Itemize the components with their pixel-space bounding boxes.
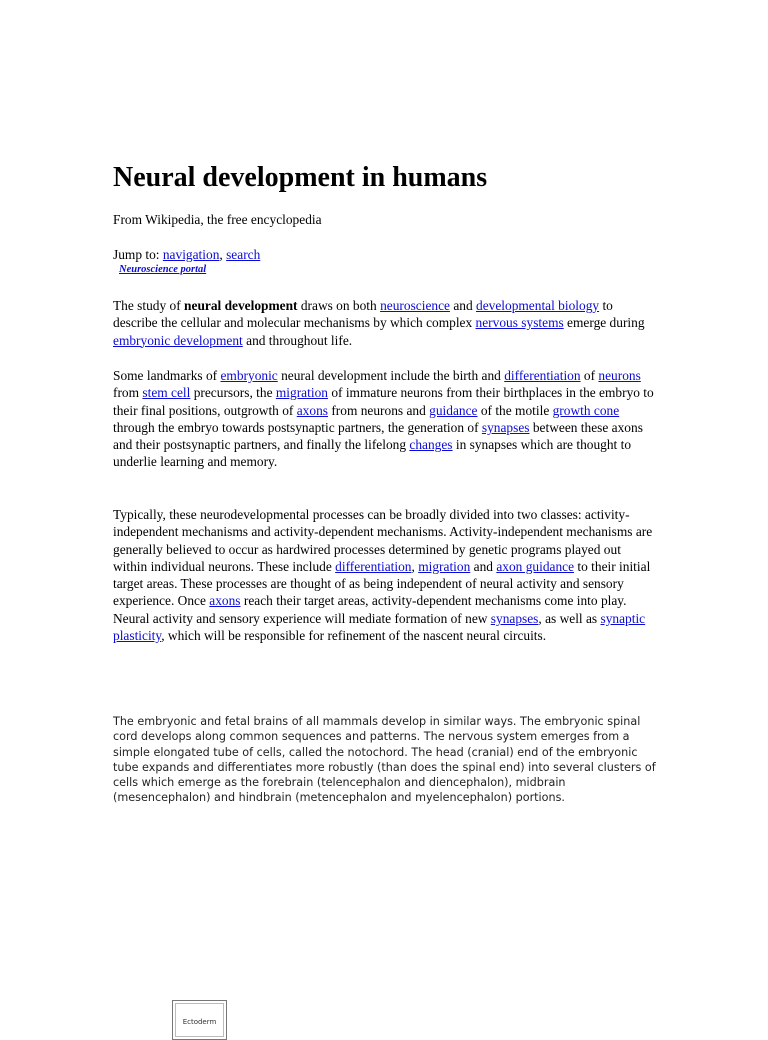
paragraph-landmarks: [113, 367, 658, 471]
bold-term: neural development: [184, 298, 298, 313]
paragraph-embryonic-brains: The embryonic and fetal brains of all mammals develop in similar ways. The embryonic spinal cord develops along common sequences and patterns. The nervous system emerges from a simple elongated tube of cells, called the notochord. The head (cranial) end of the embryonic tube expands and differentiates more robustly (than does the spinal end) into several clusters of cells which emerge as the forebrain (telencephalon and diencephalon), midbrain (mesencephalon) and hindbrain (metencephalon and myelencephalon) portions.: [113, 715, 656, 805]
text: emerge during: [563, 315, 645, 331]
text: and throughout life.: [242, 332, 353, 348]
differentiation-link[interactable]: differentiation: [504, 368, 581, 383]
embryonic-link[interactable]: embryonic: [220, 368, 278, 383]
stem-cell-link[interactable]: stem cell: [142, 385, 191, 401]
text: ,: [411, 558, 419, 574]
search-link[interactable]: search: [226, 247, 261, 262]
text: from neurons and: [327, 402, 430, 418]
synapses-link[interactable]: synapses: [490, 610, 539, 626]
ectoderm-figure: [172, 1000, 227, 1040]
ectoderm-label: Ectoderm: [182, 1018, 217, 1026]
nervous-systems-link[interactable]: nervous systems: [475, 315, 564, 331]
growth-cone-link[interactable]: growth cone: [552, 402, 620, 418]
text: Some landmarks of: [113, 368, 221, 383]
guidance-link[interactable]: guidance: [429, 402, 478, 418]
text: between these axons and their postsynaptic partners, and finally the lifelong: [113, 419, 643, 453]
jump-separator: ,: [219, 247, 227, 262]
neurons-link[interactable]: neurons: [598, 368, 641, 383]
synapses-link[interactable]: synapses: [481, 419, 530, 435]
neuroscience-portal-link[interactable]: Neuroscience portal: [119, 264, 207, 275]
text: to describe the cellular and molecular mechanisms by which complex: [113, 298, 613, 331]
text: , which will be responsible for refinement of the nascent neural circuits.: [161, 628, 547, 644]
text: , as well as: [538, 610, 601, 626]
navigation-link[interactable]: navigation: [162, 247, 220, 262]
axons-link[interactable]: axons: [209, 593, 241, 609]
text: of the motile: [477, 402, 553, 418]
embryonic-development-link[interactable]: embryonic development: [113, 332, 243, 348]
differentiation-link[interactable]: differentiation: [335, 558, 412, 574]
text: from: [113, 385, 143, 401]
text: neural development include the birth and: [277, 368, 505, 383]
text: Typically, these neurodevelopmental processes can be broadly divided into two classes: activity-independent mechanisms and activity-dependent mechanisms. Activity-independent mechanisms are generally believed to occur as hardwired processes determined by genetic programs played out within individual neurons. These include: [113, 507, 653, 574]
axon-guidance-link[interactable]: axon guidance: [496, 558, 575, 574]
text: and: [470, 558, 497, 574]
neuroscience-link[interactable]: neuroscience: [380, 298, 450, 313]
changes-link[interactable]: changes: [409, 437, 453, 453]
migration-link[interactable]: migration: [275, 385, 328, 401]
text: draws on both: [297, 298, 381, 313]
text: through the embryo towards postsynaptic partners, the generation of: [113, 419, 482, 435]
text: in synapses which are thought to underlie learning and memory.: [113, 437, 632, 470]
text: of: [580, 368, 599, 383]
synaptic-plasticity-link[interactable]: synaptic plasticity: [113, 610, 646, 644]
migration-link[interactable]: migration: [418, 558, 471, 574]
text: of immature neurons from their birthplaces in the embryo to their final positions, outgrowth of: [113, 385, 654, 418]
text: and: [449, 298, 476, 313]
text: reach their target areas, activity-dependent mechanisms come into play. Neural activity and sensory experience will mediate formation of new: [113, 593, 627, 626]
page-title: Neural development in humans: [113, 162, 488, 193]
source-line: From Wikipedia, the free encyclopedia: [113, 212, 322, 227]
text: to their initial target areas. These processes are thought of as being independent of neural activity and sensory experience. Once: [113, 558, 651, 609]
text: precursors, the: [190, 385, 276, 401]
jump-to-bar: [113, 246, 260, 263]
jump-prefix: Jump to:: [113, 247, 163, 262]
paragraph-mechanisms: [113, 506, 658, 644]
paragraph-intro: [113, 297, 658, 349]
developmental-biology-link[interactable]: developmental biology: [476, 298, 600, 313]
text: The study of: [113, 298, 185, 313]
axons-link[interactable]: axons: [296, 402, 328, 418]
portal-box: [119, 263, 206, 277]
